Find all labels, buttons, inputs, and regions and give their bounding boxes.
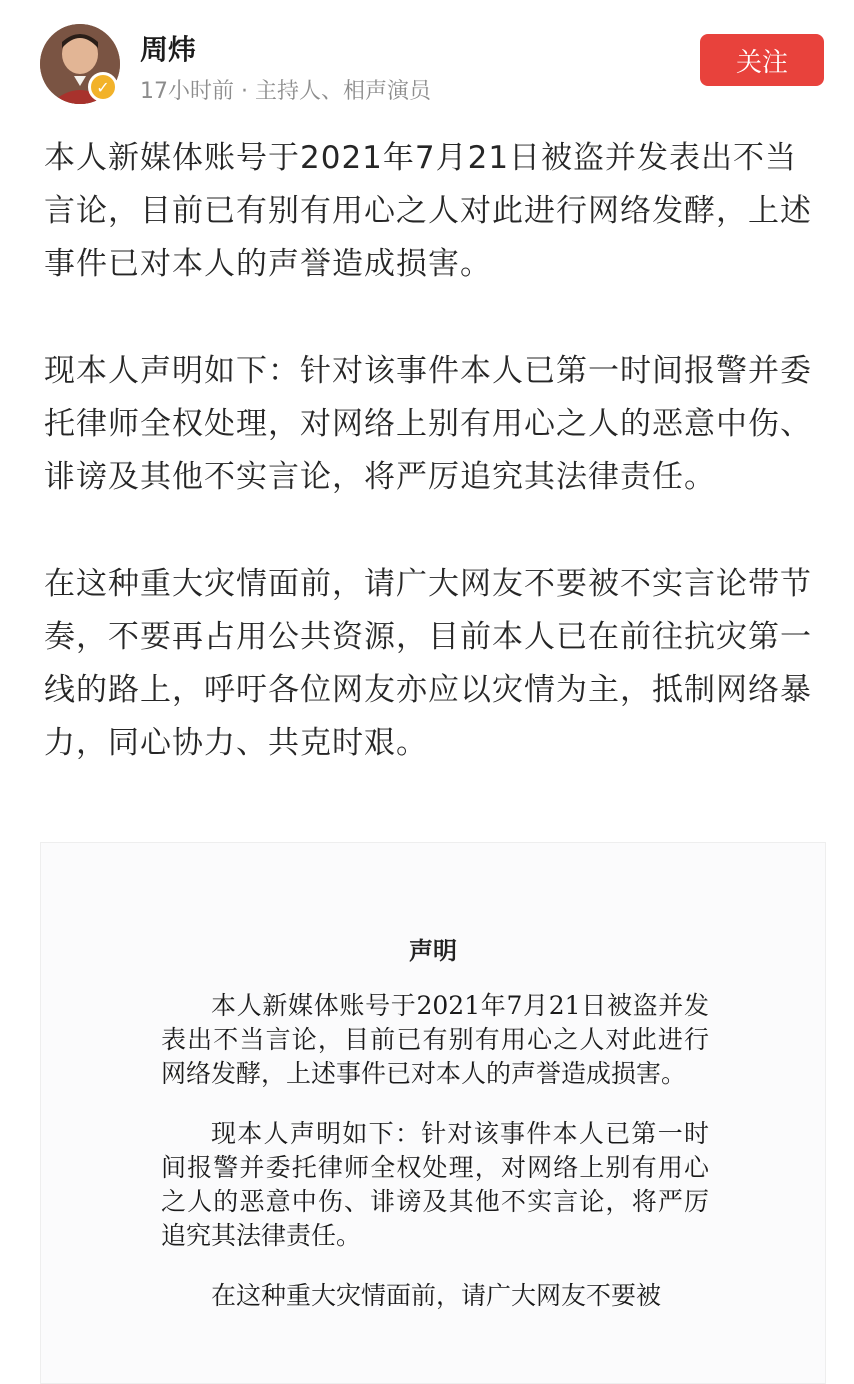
post-meta: 17小时前 · 主持人、相声演员 xyxy=(140,79,431,104)
statement-paragraph: 在这种重大灾情面前，请广大网友不要被 xyxy=(211,1281,662,1310)
verified-badge-icon: ✓ xyxy=(88,72,118,102)
username[interactable]: 周炜 xyxy=(140,33,197,66)
statement-paragraph: 现本人声明如下：针对该事件本人已第一时间报警并委托律师全权处理，对网络上别有用心之人的恶意中伤、诽谤及其他不实言论，将严厉追究其法律责任。 xyxy=(161,1119,709,1250)
post-paragraph: 现本人声明如下：针对该事件本人已第一时间报警并委托律师全权处理，对网络上别有用心之人的恶意中伤、诽谤及其他不实言论，将严厉追究其法律责任。 xyxy=(44,353,812,495)
post-header xyxy=(0,0,854,120)
post-paragraph: 本人新媒体账号于2021年7月21日被盗并发表出不当言论，目前已有别有用心之人对此进行网络发酵，上述事件已对本人的声誉造成损害。 xyxy=(44,140,812,282)
statement-title: 声明 xyxy=(409,936,457,965)
follow-button[interactable]: 关注 xyxy=(700,34,824,86)
statement-image[interactable] xyxy=(40,842,826,1384)
post-body xyxy=(44,132,826,824)
statement-paragraph: 本人新媒体账号于2021年7月21日被盗并发表出不当言论，目前已有别有用心之人对此进行网络发酵，上述事件已对本人的声誉造成损害。 xyxy=(161,991,709,1088)
statement-text xyxy=(161,989,709,1339)
post-paragraph: 在这种重大灾情面前，请广大网友不要被不实言论带节奏，不要再占用公共资源，目前本人已在前往抗灾第一线的路上，呼吁各位网友亦应以灾情为主，抵制网络暴力，同心协力、共克时艰。 xyxy=(44,566,812,761)
